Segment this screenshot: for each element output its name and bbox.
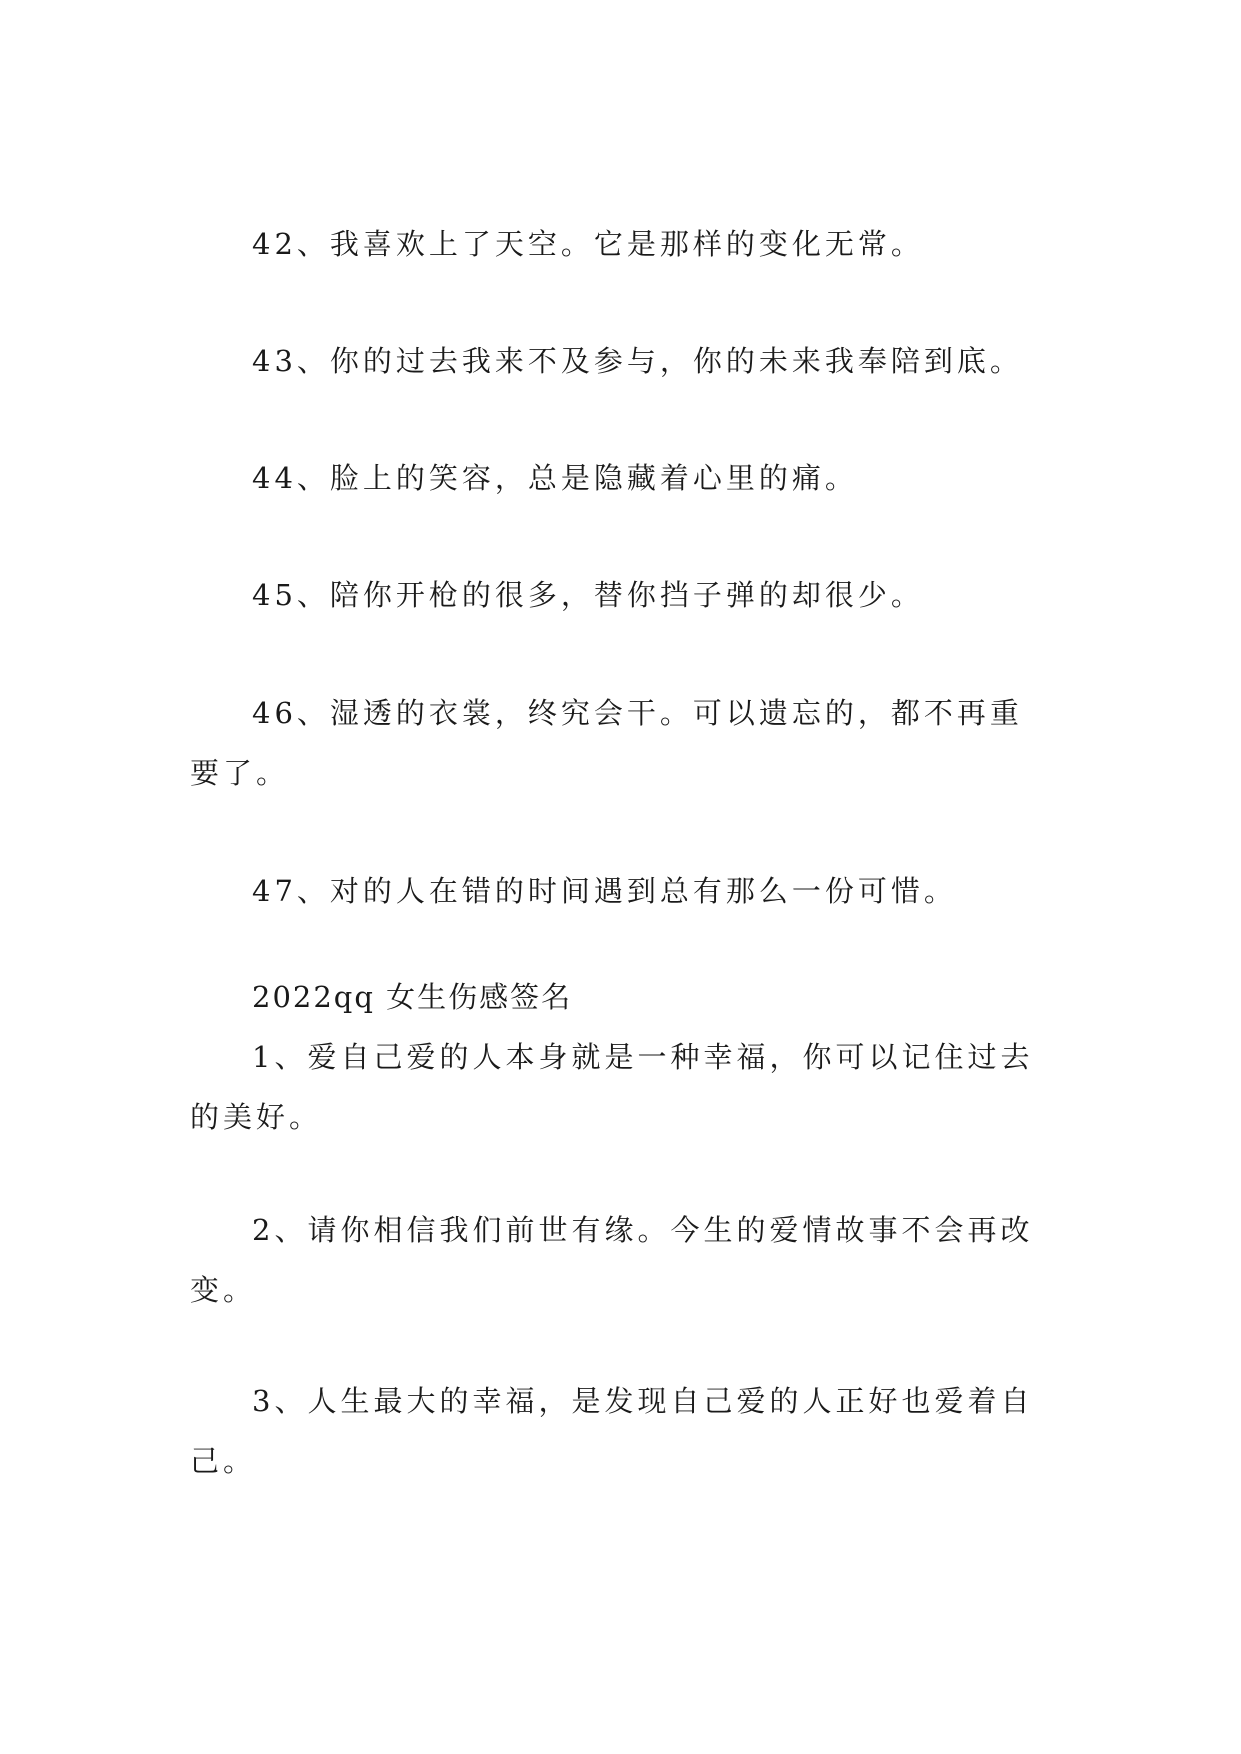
section-item-3: 3、人生最大的幸福，是发现自己爱的人正好也爱着自己。 bbox=[190, 1384, 1034, 1478]
section-item-1: 1、爱自己爱的人本身就是一种幸福，你可以记住过去的美好。 bbox=[190, 1040, 1034, 1134]
section-item-2: 2、请你相信我们前世有缘。今生的爱情故事不会再改变。 bbox=[190, 1213, 1034, 1307]
section-title: 2022qq 女生伤感签名 bbox=[252, 980, 573, 1014]
list-item-47: 47、对的人在错的时间遇到总有那么一份可惜。 bbox=[252, 874, 957, 908]
list-item-44: 44、脸上的笑容，总是隐藏着心里的痛。 bbox=[252, 461, 858, 495]
list-item-43: 43、你的过去我来不及参与，你的未来我奉陪到底。 bbox=[252, 344, 1023, 378]
list-item-45: 45、陪你开枪的很多，替你挡子弹的却很少。 bbox=[252, 578, 924, 612]
list-item-42: 42、我喜欢上了天空。它是那样的变化无常。 bbox=[252, 227, 924, 261]
list-item-46: 46、湿透的衣裳，终究会干。可以遗忘的，都不再重要了。 bbox=[190, 696, 1023, 790]
